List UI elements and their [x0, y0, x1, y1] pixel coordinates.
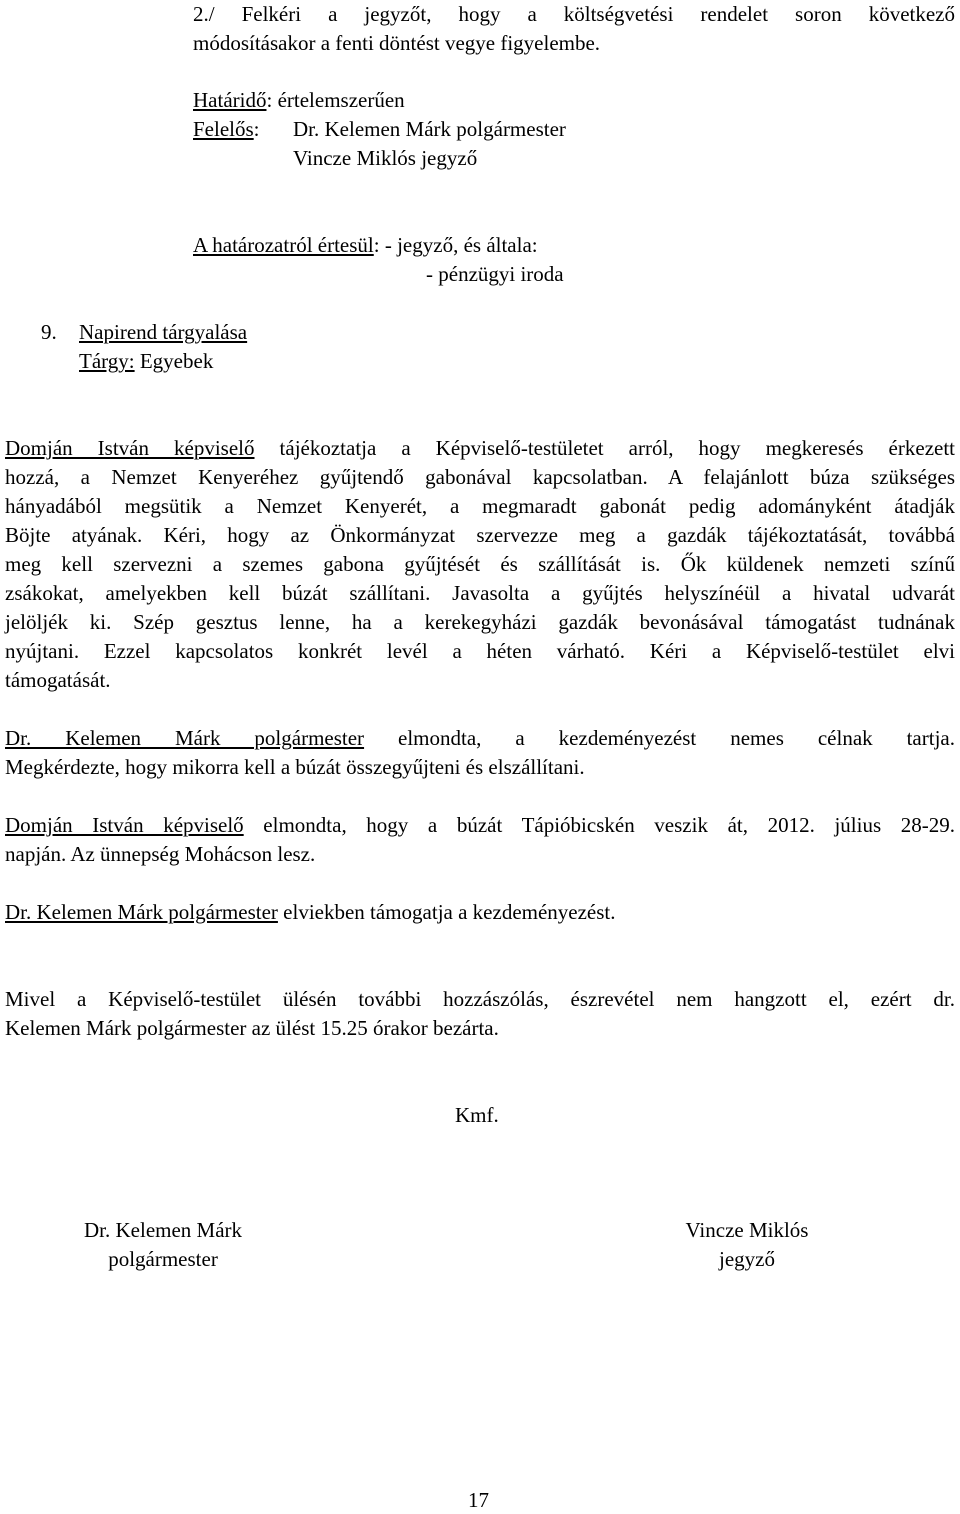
signature-right-name: Vincze Miklós: [685, 1218, 809, 1242]
item2-line1: 2./ Felkéri a jegyzőt, hogy a költségvetési rendelet soron következő: [193, 2, 955, 26]
para1-line: hányadából megsütik a Nemzet Kenyerét, a megmaradt gabonát pedig adományként átadják: [5, 494, 955, 518]
resolution-item-2: [193, 0, 955, 58]
responsible-label: Felelős: [193, 117, 254, 141]
para1-line: zsákokat, amelyekben kell búzát szállítani. Javasolta a gyűjtés helyszínéül a hivatal udvarát: [5, 581, 955, 605]
deadline-value: : értelemszerűen: [266, 88, 405, 112]
para4-speaker: Dr. Kelemen Márk polgármester: [5, 900, 278, 924]
para4-text: elviekben támogatja a kezdeményezést.: [277, 900, 616, 924]
paragraph-kelemen-1: [5, 724, 955, 782]
notify-line2: - pénzügyi iroda: [426, 262, 564, 286]
kmf-label: Kmf.: [455, 1103, 499, 1127]
signature-left: [84, 1216, 242, 1273]
subject-value: Egyebek: [139, 349, 214, 373]
signature-left-name: Dr. Kelemen Márk: [84, 1218, 243, 1242]
paragraph-closing: [5, 985, 955, 1043]
agenda-heading: [41, 318, 247, 346]
responsible-row: [193, 115, 260, 143]
deadline-row: [193, 86, 405, 114]
para1-line: Böjte atyának. Kéri, hogy az Önkormányzat szervezze meg a gazdák tájékoztatását, továbbá: [5, 523, 955, 547]
agenda-title: Napirend tárgyalása: [79, 320, 248, 344]
agenda-number: 9.: [41, 320, 57, 344]
paragraph-kelemen-2: [5, 898, 616, 926]
notify-label: A határozatról értesül: [193, 233, 374, 257]
para2-line: Megkérdezte, hogy mikorra kell a búzát összegyűjteni és elszállítani.: [5, 755, 585, 779]
para1-line: támogatását.: [5, 668, 111, 692]
responsible-person-1: Dr. Kelemen Márk polgármester: [293, 117, 566, 141]
page-number: 17: [468, 1488, 489, 1512]
responsible-colon: :: [253, 117, 260, 141]
paragraph-domjan-2: [5, 811, 955, 869]
para1-line: nyújtani. Ezzel kapcsolatos konkrét levél a héten várható. Kéri a Képviselő-testület elvi: [5, 639, 955, 663]
para3-speaker: Domján István képviselő: [5, 813, 244, 837]
para5-line: Mivel a Képviselő-testület ülésén további hozzászólás, észrevétel nem hangzott el, ezért dr.: [5, 987, 955, 1011]
subject-label: Tárgy:: [79, 349, 135, 373]
agenda-subject: [79, 347, 213, 375]
para1-line: jelöljék ki. Szép gesztus lenne, ha a kerekegyházi gazdák bevonásával támogatást tudnának: [5, 610, 955, 634]
signature-right: [672, 1216, 822, 1273]
para1-speaker: Domján István képviselő: [5, 436, 255, 460]
para2-speaker: Dr. Kelemen Márk polgármester: [5, 726, 365, 750]
signature-left-title: polgármester: [108, 1247, 218, 1271]
para1-line: hozzá, a Nemzet Kenyeréhez gyűjtendő gabonával kapcsolatban. A felajánlott búza szükséges: [5, 465, 955, 489]
para3-line: Domján István képviselő elmondta, hogy a búzát Tápióbicskén veszik át, 2012. július 28-29.: [5, 813, 955, 837]
paragraph-domjan-1: [5, 434, 955, 695]
para3-line: napján. Az ünnepség Mohácson lesz.: [5, 842, 316, 866]
item2-line2: módosításakor a fenti döntést vegye figyelembe.: [193, 31, 601, 55]
signature-right-title: jegyző: [719, 1247, 775, 1271]
responsible-person-2: Vincze Miklós jegyző: [293, 146, 478, 170]
notify-line1: : - jegyző, és általa:: [373, 233, 538, 257]
deadline-label: Határidő: [193, 88, 267, 112]
para5-line: Kelemen Márk polgármester az ülést 15.25 órakor bezárta.: [5, 1016, 499, 1040]
para1-line: Domján István képviselő tájékoztatja a Képviselő-testületet arról, hogy megkeresés érkezett: [5, 436, 955, 460]
para1-line: meg kell szervezni a szemes gabona gyűjtését és szállítását is. Ők küldenek nemzeti színű: [5, 552, 955, 576]
notify-row: [193, 231, 538, 259]
para2-line: Dr. Kelemen Márk polgármester elmondta, a kezdeményezést nemes célnak tartja.: [5, 726, 955, 750]
